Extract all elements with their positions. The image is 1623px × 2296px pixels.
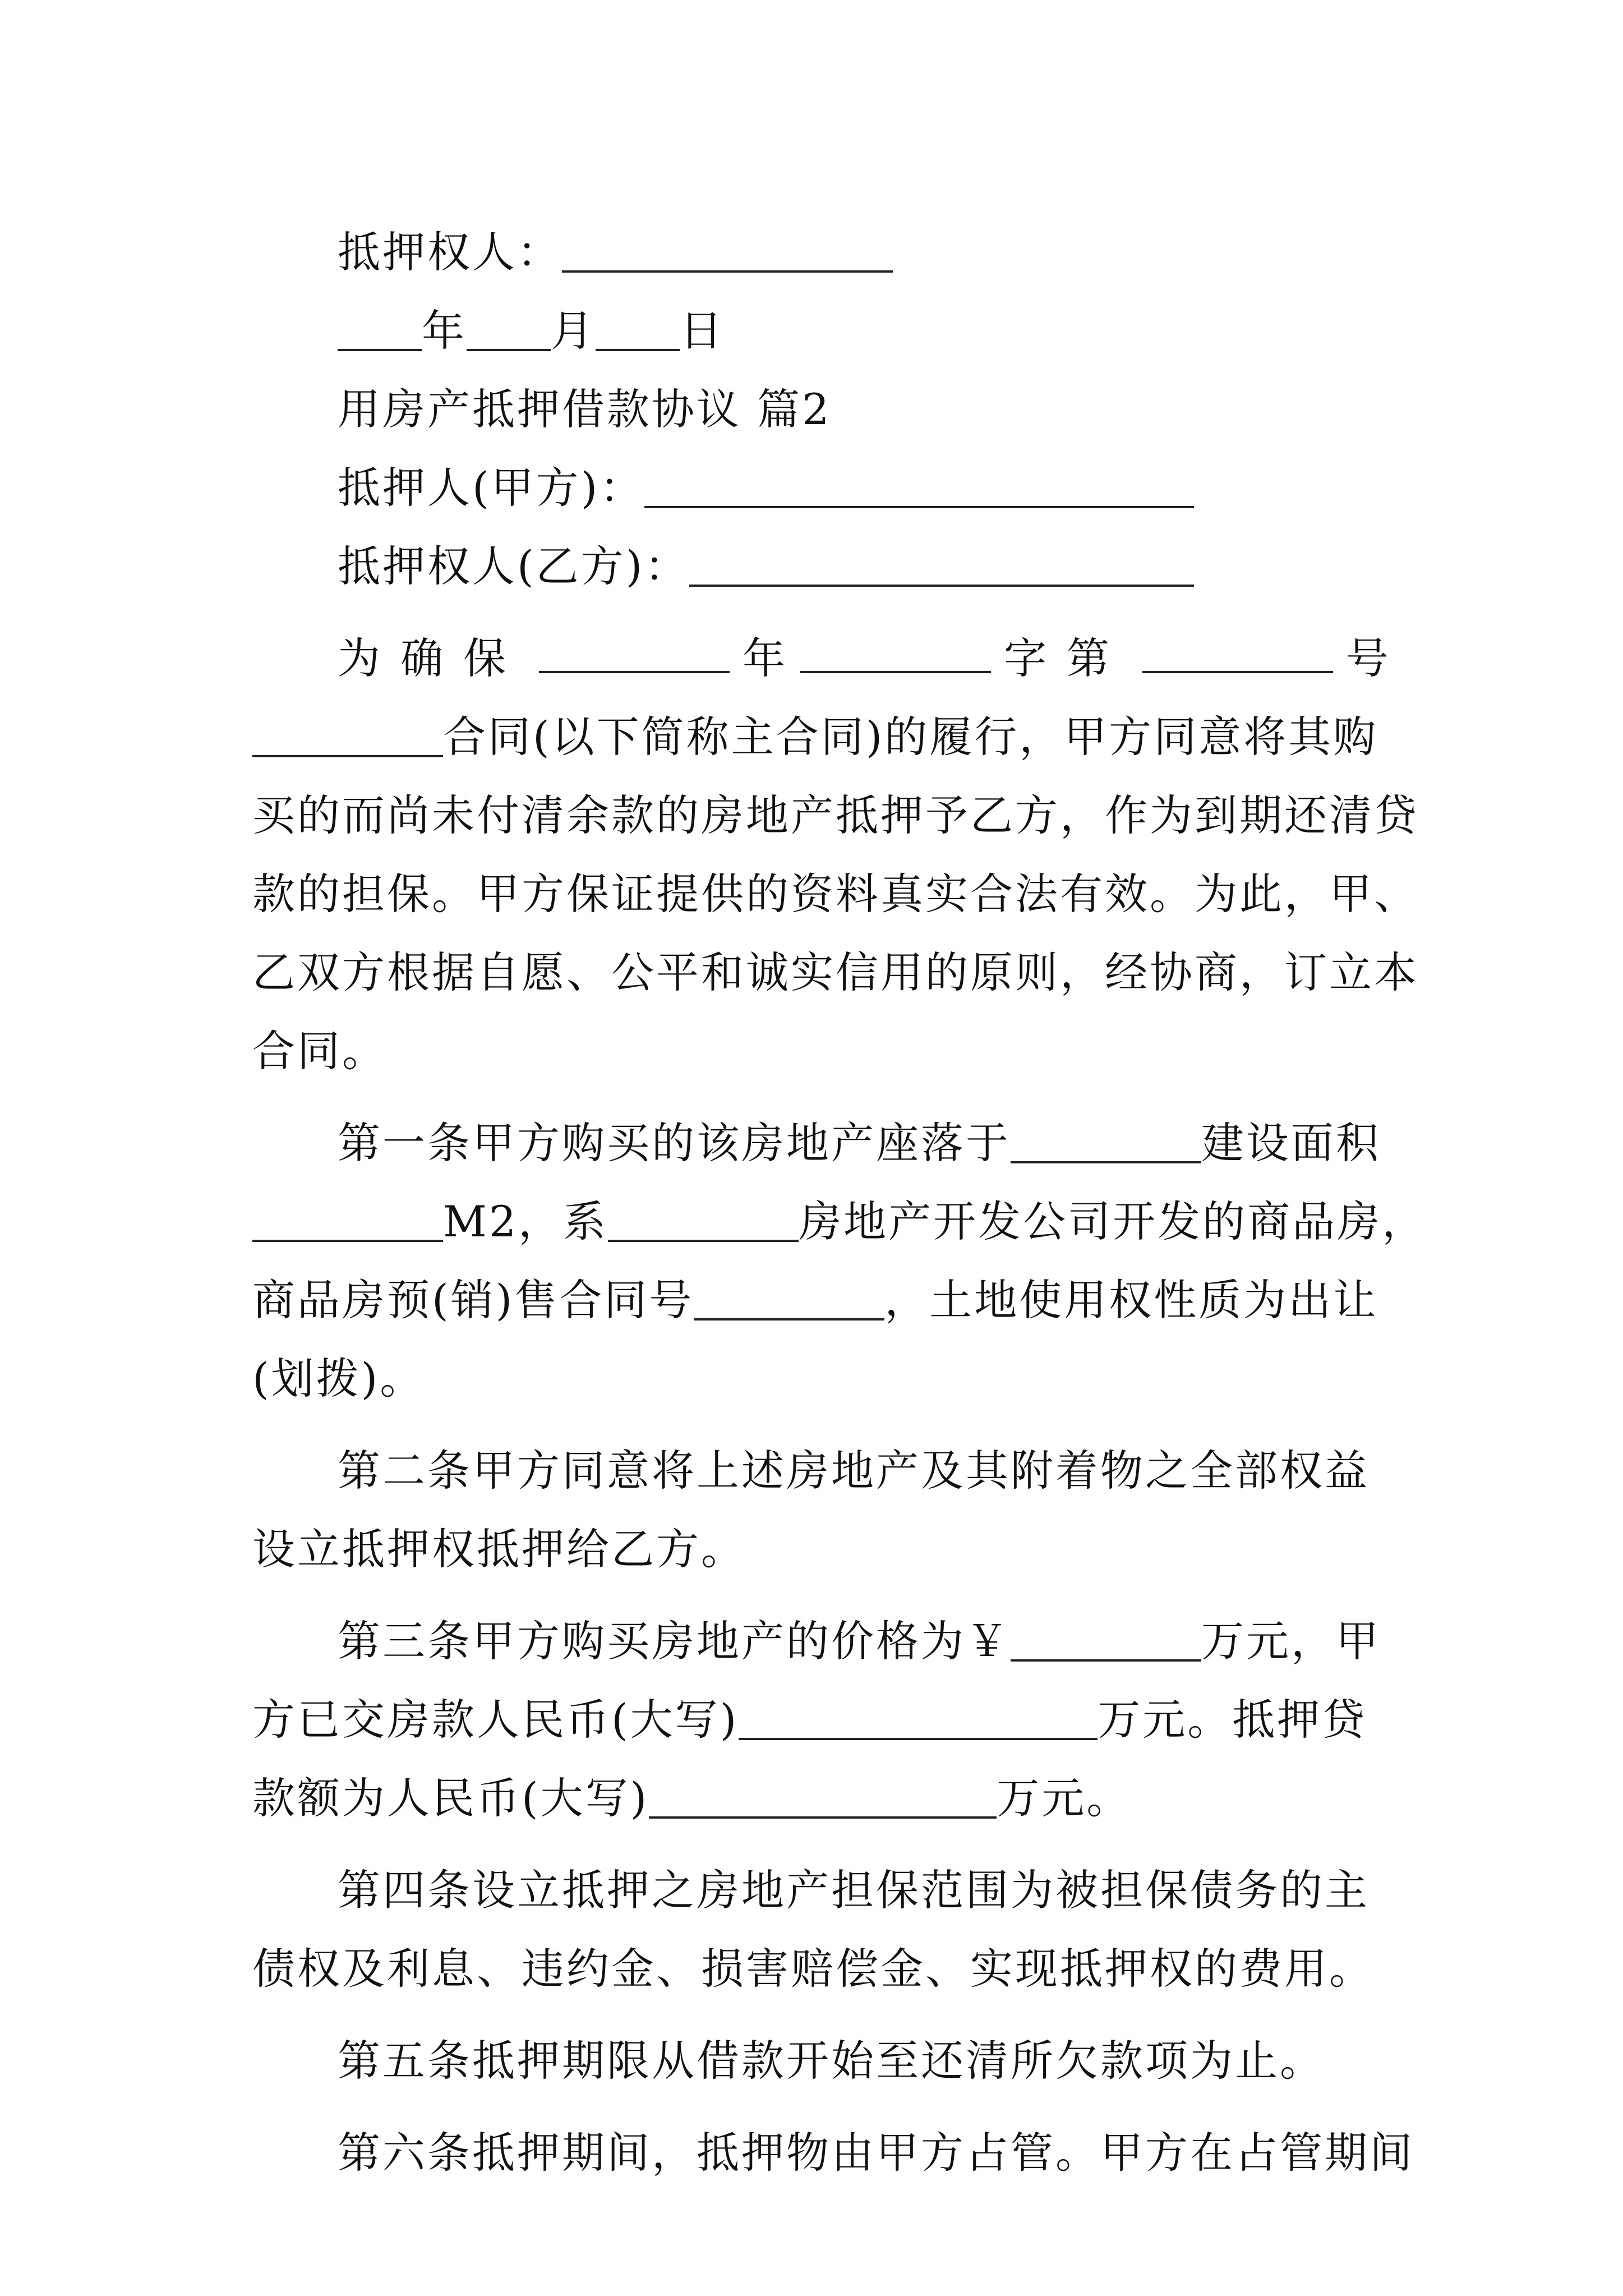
document-body [252, 213, 1427, 2192]
paragraph-intro-line1: 为确保 年 字第 号 [252, 619, 1391, 698]
paragraph-intro-line3: 买的而尚未付清余款的房地产抵押予乙方，作为到期还清贷 [252, 790, 1419, 840]
article-4-line1: 第四条设立抵押之房地产担保范围为被担保债务的主 [338, 1865, 1370, 1915]
paragraph-intro-line4: 款的担保。甲方保证提供的资料真实合法有效。为此，甲、 [252, 869, 1419, 919]
paragraph-intro-line5: 乙双方根据自愿、公平和诚实信用的原则，经协商，订立本 [252, 947, 1419, 997]
article-4-line2: 债权及利息、违约金、损害赔偿金、实现抵押权的费用。 [252, 1944, 1374, 1994]
blank-field [739, 1696, 1098, 1740]
blank-field [252, 714, 443, 757]
blank-field [800, 629, 991, 673]
article-2-line2: 设立抵押权抵押给乙方。 [252, 1524, 746, 1574]
article-1-line2: M2，系 房地产开发公司开发的商品房， [252, 1182, 1391, 1261]
article-1-line1: 第一条甲方购买的该房地产座落于 建设面积 [338, 1118, 1381, 1168]
blank-field [1142, 629, 1333, 673]
date-line: 年 月 日 [252, 292, 1391, 370]
blank-field [252, 1198, 443, 1242]
blank-field [467, 307, 551, 351]
paragraph-intro-line6: 合同。 [252, 1026, 387, 1076]
blank-field [608, 1198, 799, 1242]
blank-field [644, 464, 1194, 508]
party-b-line: 抵押权人(乙方)： [252, 527, 1391, 606]
blank-field [694, 1277, 884, 1320]
section-heading: 用房产抵押借款协议 篇2 [338, 384, 832, 434]
signature-line-mortgagee: 抵押权人： [252, 213, 1391, 292]
article-5-line1: 第五条抵押期限从借款开始至还清所欠款项为止。 [338, 2036, 1325, 2086]
party-a-line: 抵押人(甲方)： [252, 449, 1391, 527]
blank-field [1011, 1120, 1201, 1163]
paragraph-intro-line2: 合同(以下简称主合同)的履行，甲方同意将其购 [252, 698, 1391, 776]
blank-field [1011, 1618, 1201, 1662]
blank-field [338, 307, 422, 351]
article-6-line1: 第六条抵押期间，抵押物由甲方占管。甲方在占管期间 [338, 2128, 1414, 2178]
blank-field [596, 307, 680, 351]
article-1-line4: (划拨)。 [252, 1354, 425, 1404]
article-2-line1: 第二条甲方同意将上述房地产及其附着物之全部权益 [338, 1446, 1370, 1496]
article-1-line3: 商品房预(销)售合同号 ，土地使用权性质为出让 [252, 1275, 1378, 1325]
article-3-line3: 款额为人民币(大写) 万元。 [252, 1773, 1132, 1823]
blank-field [562, 229, 893, 273]
article-3-line2: 方已交房款人民币(大写) 万元。抵押贷 [252, 1695, 1367, 1745]
blank-field [539, 629, 730, 673]
article-3-line1: 第三条甲方购买房地产的价格为￥ 万元，甲 [338, 1616, 1381, 1666]
blank-field [649, 1775, 997, 1819]
blank-field [689, 543, 1194, 587]
